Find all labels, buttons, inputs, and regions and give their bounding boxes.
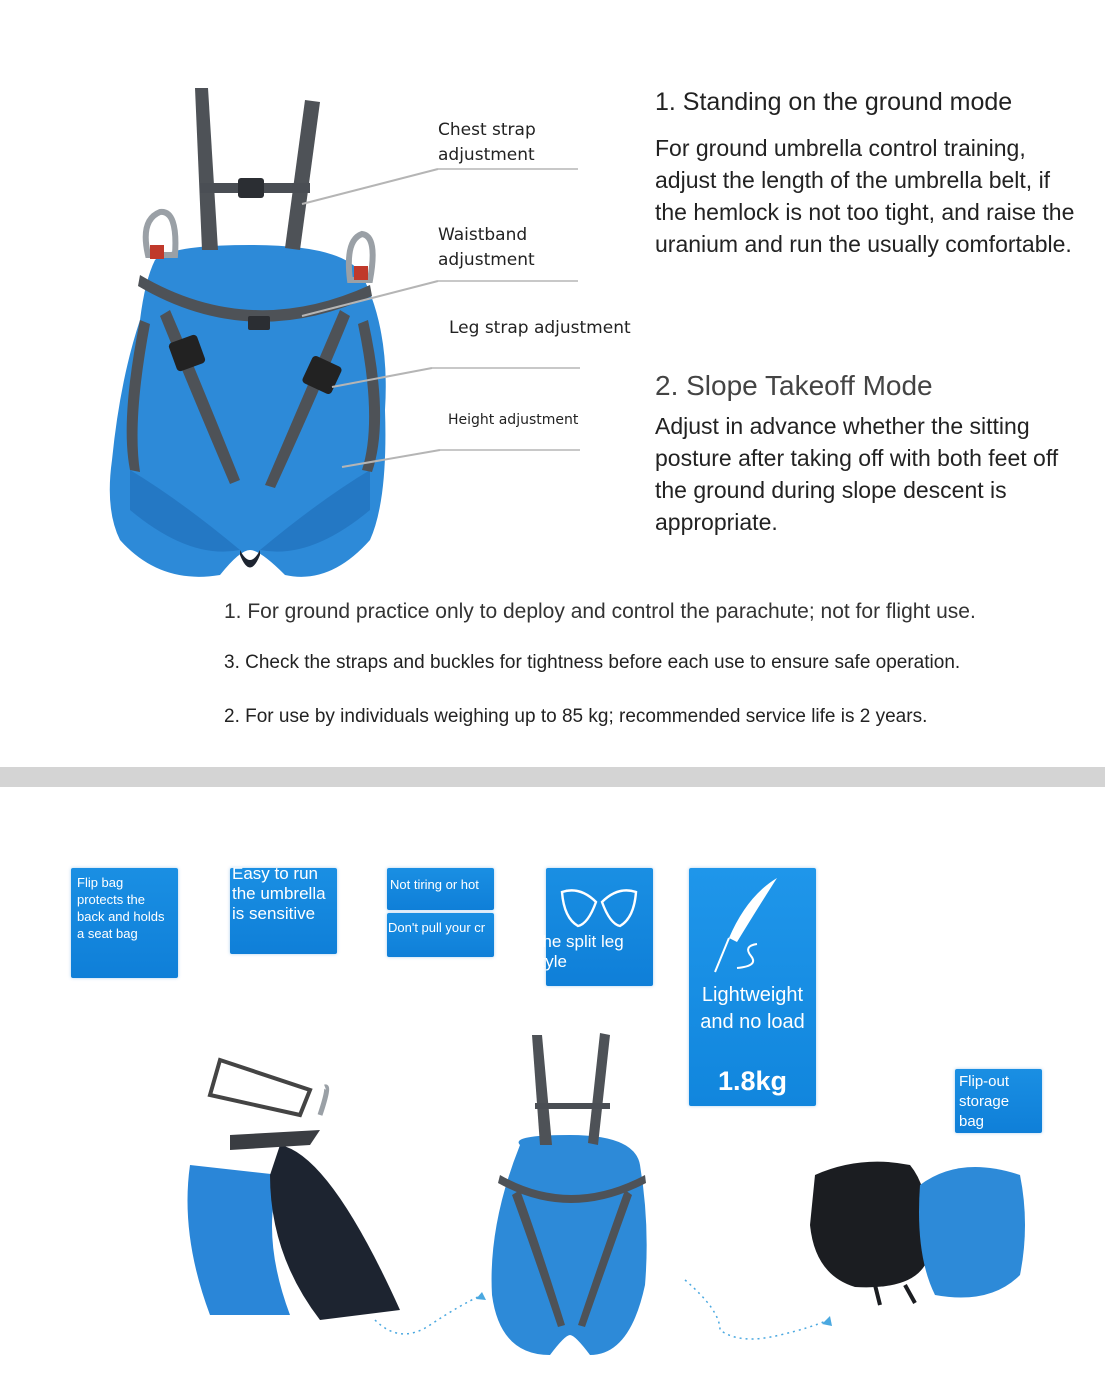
dotted-arrow-right xyxy=(680,1270,840,1350)
feature-split-leg-text: The split leg style xyxy=(532,932,624,971)
note-weight-limit: 2. For use by individuals weighing up to 85 kg; recommended service life is 2 years. xyxy=(224,706,928,727)
dotted-arrow-left xyxy=(370,1290,490,1350)
mode-2-title: 2. Slope Takeoff Mode xyxy=(655,370,933,401)
callout-leader-waist xyxy=(300,280,440,320)
callout-line-leg xyxy=(432,367,580,369)
harness-side-view xyxy=(170,1055,410,1325)
mode-1-title: 1. Standing on the ground mode xyxy=(655,88,1013,116)
callout-height: Height adjustment xyxy=(448,412,579,428)
feature-split-leg xyxy=(532,868,653,986)
feature-lightweight-text: Lightweight and no load xyxy=(700,984,805,1033)
callout-leader-chest xyxy=(300,168,440,208)
feature-not-tiring xyxy=(387,868,494,910)
note-ground-practice: 1. For ground practice only to deploy and control the parachute; not for flight use. xyxy=(224,600,976,623)
mode-2-body: Adjust in advance whether the sitting posture after taking off with both feet off the ground during slope descent is appropriate. xyxy=(655,413,1059,535)
callout-chest-strap: Chest strap adjustment xyxy=(438,120,536,165)
callout-line-waist xyxy=(438,280,578,282)
feature-dont-pull xyxy=(387,913,494,957)
callout-line-chest xyxy=(438,168,578,170)
callout-leg-strap: Leg strap adjustment xyxy=(449,318,631,338)
feature-flip-bag-text: Flip bag protects the back and holds a seat bag xyxy=(77,875,165,941)
mode-1-body: For ground umbrella control training, adjust the length of the umbrella belt, if the hemlock is not too tight, and raise the uranium and run the usually comfortable. xyxy=(655,135,1075,257)
feather-icon xyxy=(707,876,787,976)
feature-dont-pull-text: Don't pull your cr xyxy=(388,920,486,935)
weight-value: 1.8kg xyxy=(717,1066,788,1096)
feature-flip-bag xyxy=(71,868,178,978)
callout-leader-height xyxy=(340,449,442,469)
feature-easy-run xyxy=(230,864,337,954)
note-check-straps: 3. Check the straps and buckles for tightness before each use to ensure safe operation. xyxy=(224,652,961,673)
callout-line-height xyxy=(440,449,580,451)
callout-leader-leg xyxy=(330,367,434,389)
feature-not-tiring-text: Not tiring or hot xyxy=(390,877,479,892)
section-divider xyxy=(0,767,1105,787)
harness-front-view xyxy=(480,1025,660,1365)
harness-illustration xyxy=(100,80,400,590)
feature-storage-bag xyxy=(955,1069,1042,1133)
feature-storage-bag-text: Flip-out storage bag xyxy=(959,1073,1010,1130)
feature-easy-run-text: Easy to run the umbrella is sensitive xyxy=(232,864,326,923)
callout-waistband: Waistband adjustment xyxy=(438,225,535,270)
split-leg-icon xyxy=(558,884,640,930)
feature-lightweight xyxy=(689,868,816,1106)
